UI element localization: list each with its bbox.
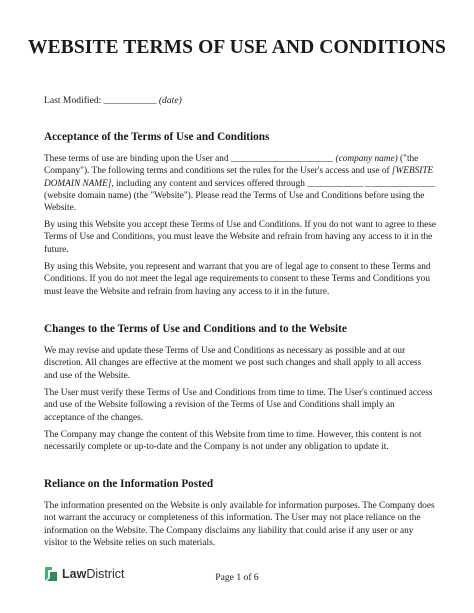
paragraph-acceptance-intro [44,153,436,214]
last-modified-date-placeholder: (date) [158,95,182,106]
section-heading-reliance: Reliance on the Information Posted [44,478,214,490]
paragraph-acceptance-agree: By using this Website you accept these Terms of Use and Conditions. If you do not want to agree to these Terms of Use and Conditions, you must leave the Website and refrain from having any access to it in the future. [44,220,437,255]
paragraph-changes-verify: The User must verify these Terms of Use and Conditions from time to time. The User's continued access and use of the Website following a revision of the Terms of Use and Conditions shall imply an acceptance of the changes. [44,388,433,423]
section-heading-acceptance: Acceptance of the Terms of Use and Conditions [44,131,270,143]
company-name-placeholder: (company name) [335,154,398,164]
paragraph-changes-content: The Company may change the content of this Website from time to time. However, this content is not necessarily complete or up-to-date and the Company is not under any obligation to update it. [44,430,422,453]
website-domain-placeholder: [WEBSITE DOMAIN NAME] [44,166,434,189]
last-modified-line [44,95,182,106]
last-modified-label: Last Modified: ___________ [44,95,157,106]
page-number: Page 1 of 6 [215,572,259,583]
paragraph-acceptance-legal-age: By using this Website, you represent and warrant that you are of legal age to consent to these Terms and Conditions. If you do not meet the legal age requirements to consent to these Terms and Conditions you must leave the Website and refrain from having any access to it in the future. [44,262,431,297]
paragraph-text: , including any content and services offered through ____________ _______________ (website domain name) (the "Website"). Please read the Terms of Use and Conditions before using the Website. [44,178,436,214]
document-title: WEBSITE TERMS OF USE AND CONDITIONS [28,37,446,58]
paragraph-text: ("the Company"). The following terms and conditions set the rules for the User's access and use of [44,154,419,177]
section-heading-changes: Changes to the Terms of Use and Conditions and to the Website [44,323,347,335]
paragraph-text: These terms of use are binding upon the User and ______________________ [44,154,336,164]
paragraph-reliance-info: The information presented on the Website is only available for information purposes. The Company does not warrant the accuracy or completeness of this information. The User may not place reliance on the information on the Website. The Company disclaims any liability that could arise if any user or any visitor to the Website relies on such materials. [44,501,435,548]
paragraph-changes-revise: We may revise and update these Terms of Use and Conditions as necessary as possible and at our discretion. All changes are effective at the moment we post such changes and shall apply to all access and use of the Website. [44,346,422,381]
logo-wordmark: LawDistrict [62,567,125,581]
